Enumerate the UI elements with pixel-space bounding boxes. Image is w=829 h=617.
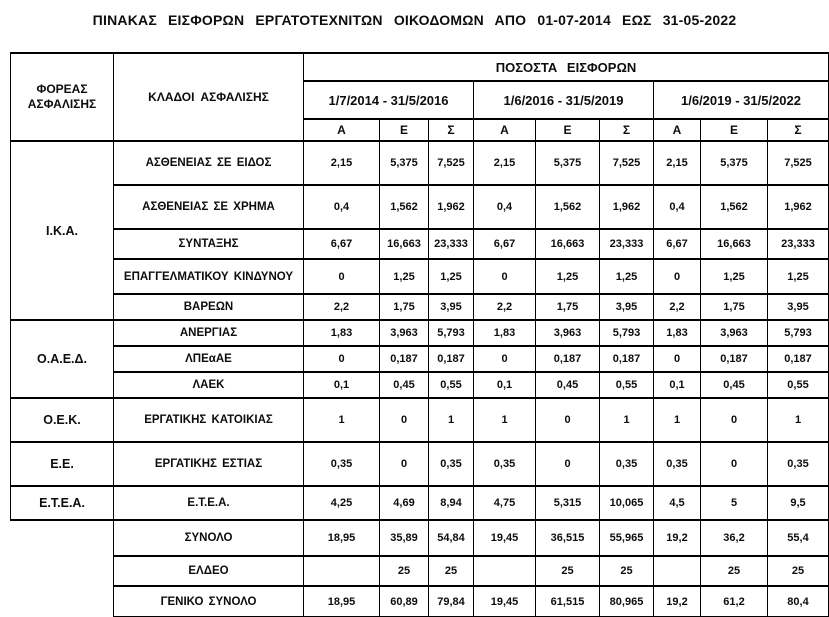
header-cell-subcol-e: Ε [536, 119, 600, 141]
branch-label-cell: ΣΥΝΤΑΞΗΣ [114, 229, 304, 259]
value-cell: 5,793 [429, 320, 474, 346]
value-cell: 1 [304, 398, 380, 442]
value-cell: 2,15 [474, 141, 536, 185]
value-cell: 0,35 [429, 442, 474, 486]
table-row [11, 294, 829, 320]
header-cell-period-2: 1/6/2016 - 31/5/2019 [474, 81, 654, 119]
value-cell: 2,2 [474, 294, 536, 320]
value-cell: 3,963 [536, 320, 600, 346]
table-row [11, 259, 829, 294]
header-cell-subcol-s: Σ [429, 119, 474, 141]
value-cell: 1,25 [600, 259, 654, 294]
table-row [11, 346, 829, 372]
value-cell: 0,1 [654, 372, 701, 398]
value-cell: 55,965 [600, 520, 654, 556]
value-cell: 0,55 [429, 372, 474, 398]
header-cell-foreas: ΦΟΡΕΑΣ ΑΣΦΑΛΙΣΗΣ [11, 53, 114, 141]
value-cell: 8,94 [429, 486, 474, 520]
value-cell: 1 [429, 398, 474, 442]
value-cell: 0 [474, 259, 536, 294]
agency-cell: Ι.Κ.Α. [11, 141, 114, 320]
table-row [11, 398, 829, 442]
value-cell: 25 [701, 556, 768, 586]
value-cell: 5,793 [600, 320, 654, 346]
value-cell: 0,55 [768, 372, 829, 398]
value-cell: 1,25 [768, 259, 829, 294]
agency-cell: Ο.Ε.Κ. [11, 398, 114, 442]
table-row [11, 372, 829, 398]
value-cell: 0 [701, 442, 768, 486]
value-cell: 0,187 [429, 346, 474, 372]
agency-cell: Ο.Α.Ε.Δ. [11, 320, 114, 398]
value-cell: 2,2 [304, 294, 380, 320]
value-cell: 0 [654, 259, 701, 294]
value-cell: 7,525 [600, 141, 654, 185]
value-cell: 0,187 [600, 346, 654, 372]
value-cell: 23,333 [768, 229, 829, 259]
value-cell: 1,83 [654, 320, 701, 346]
value-cell: 3,95 [768, 294, 829, 320]
value-cell: 1,25 [701, 259, 768, 294]
value-cell: 25 [536, 556, 600, 586]
header-row-group [11, 53, 829, 81]
value-cell: 1,83 [474, 320, 536, 346]
value-cell: 4,69 [380, 486, 429, 520]
table-row [11, 185, 829, 229]
value-cell: 1,75 [536, 294, 600, 320]
branch-label-cell: ΑΝΕΡΓΙΑΣ [114, 320, 304, 346]
value-cell: 0,187 [380, 346, 429, 372]
value-cell: 0,55 [600, 372, 654, 398]
table-row [11, 586, 829, 617]
value-cell: 0 [536, 442, 600, 486]
value-cell: 25 [429, 556, 474, 586]
value-cell: 0,35 [654, 442, 701, 486]
value-cell: 1,562 [536, 185, 600, 229]
table-header [11, 53, 829, 141]
value-cell: 80,965 [600, 586, 654, 617]
value-cell: 10,065 [600, 486, 654, 520]
table-row [11, 141, 829, 185]
value-cell: 0,187 [768, 346, 829, 372]
value-cell: 5,793 [768, 320, 829, 346]
value-cell: 79,84 [429, 586, 474, 617]
value-cell: 3,963 [380, 320, 429, 346]
value-cell: 0,45 [536, 372, 600, 398]
value-cell: 3,963 [701, 320, 768, 346]
value-cell: 0 [474, 346, 536, 372]
value-cell: 0 [380, 442, 429, 486]
value-cell: 0,45 [380, 372, 429, 398]
value-cell: 0,187 [536, 346, 600, 372]
value-cell: 19,2 [654, 586, 701, 617]
value-cell: 19,45 [474, 520, 536, 556]
value-cell: 9,5 [768, 486, 829, 520]
value-cell: 4,75 [474, 486, 536, 520]
header-cell-subcol-s: Σ [600, 119, 654, 141]
value-cell: 5,375 [536, 141, 600, 185]
value-cell: 2,15 [304, 141, 380, 185]
value-cell: 1,962 [600, 185, 654, 229]
value-cell: 0 [380, 398, 429, 442]
value-cell: 18,95 [304, 586, 380, 617]
value-cell: 4,25 [304, 486, 380, 520]
value-cell: 1 [474, 398, 536, 442]
value-cell [474, 556, 536, 586]
value-cell: 1,25 [380, 259, 429, 294]
table-row [11, 556, 829, 586]
agency-cell: Ε.Τ.Ε.Α. [11, 486, 114, 520]
table-body [11, 141, 829, 617]
value-cell: 25 [600, 556, 654, 586]
branch-label-cell: ΕΛΔΕΟ [114, 556, 304, 586]
value-cell: 0,4 [474, 185, 536, 229]
value-cell: 0,35 [768, 442, 829, 486]
value-cell: 2,15 [654, 141, 701, 185]
table-row [11, 229, 829, 259]
value-cell: 1,562 [701, 185, 768, 229]
header-cell-period-3: 1/6/2019 - 31/5/2022 [654, 81, 829, 119]
table-row [11, 520, 829, 556]
page-title: ΠΙΝΑΚΑΣ ΕΙΣΦΟΡΩΝ ΕΡΓΑΤΟΤΕΧΝΙΤΩΝ ΟΙΚΟΔΟΜΩΝ ΑΠΟ 01-07-2014 ΕΩΣ 31-05-2022 [92, 12, 737, 28]
value-cell: 1,562 [380, 185, 429, 229]
table-row [11, 486, 829, 520]
value-cell: 1,75 [701, 294, 768, 320]
header-cell-period-1: 1/7/2014 - 31/5/2016 [304, 81, 474, 119]
value-cell: 0,4 [304, 185, 380, 229]
value-cell: 3,95 [429, 294, 474, 320]
header-cell-subcol-s: Σ [768, 119, 829, 141]
value-cell: 1,75 [380, 294, 429, 320]
value-cell: 19,2 [654, 520, 701, 556]
value-cell: 61,2 [701, 586, 768, 617]
table-row [11, 320, 829, 346]
value-cell: 3,95 [600, 294, 654, 320]
value-cell: 0,4 [654, 185, 701, 229]
header-cell-kladoi: ΚΛΑΔΟΙ ΑΣΦΑΛΙΣΗΣ [114, 53, 304, 141]
value-cell: 1,25 [536, 259, 600, 294]
value-cell: 1 [768, 398, 829, 442]
header-cell-subcol-e: Ε [380, 119, 429, 141]
header-cell-subcol-e: Ε [701, 119, 768, 141]
branch-label-cell: ΕΠΑΓΓΕΛΜΑΤΙΚΟΥ ΚΙΝΔΥΝΟΥ [114, 259, 304, 294]
value-cell: 55,4 [768, 520, 829, 556]
value-cell: 6,67 [654, 229, 701, 259]
value-cell: 6,67 [474, 229, 536, 259]
branch-label-cell: ΕΡΓΑΤΙΚΗΣ ΕΣΤΙΑΣ [114, 442, 304, 486]
value-cell: 0,187 [701, 346, 768, 372]
value-cell: 0,35 [474, 442, 536, 486]
value-cell: 5,375 [701, 141, 768, 185]
value-cell: 0,1 [474, 372, 536, 398]
value-cell: 2,2 [654, 294, 701, 320]
branch-label-cell: ΛΠΕαΑΕ [114, 346, 304, 372]
value-cell: 25 [768, 556, 829, 586]
contributions-table [10, 52, 829, 617]
value-cell: 36,2 [701, 520, 768, 556]
branch-label-cell: ΑΣΘΕΝΕΙΑΣ ΣΕ ΕΙΔΟΣ [114, 141, 304, 185]
value-cell [654, 556, 701, 586]
branch-label-cell: ΕΡΓΑΤΙΚΗΣ ΚΑΤΟΙΚΙΑΣ [114, 398, 304, 442]
value-cell: 1,25 [429, 259, 474, 294]
value-cell: 0 [304, 346, 380, 372]
header-cell-pososta: ΠΟΣΟΣΤΑ ΕΙΣΦΟΡΩΝ [304, 53, 829, 81]
value-cell: 1,962 [429, 185, 474, 229]
value-cell: 1 [600, 398, 654, 442]
value-cell: 16,663 [701, 229, 768, 259]
value-cell: 61,515 [536, 586, 600, 617]
table-row [11, 442, 829, 486]
branch-label-cell: Ε.Τ.Ε.Α. [114, 486, 304, 520]
header-cell-subcol-a: Α [474, 119, 536, 141]
value-cell: 7,525 [429, 141, 474, 185]
value-cell: 36,515 [536, 520, 600, 556]
branch-label-cell: ΛΑΕΚ [114, 372, 304, 398]
value-cell: 54,84 [429, 520, 474, 556]
value-cell: 5 [701, 486, 768, 520]
value-cell: 0,35 [600, 442, 654, 486]
value-cell: 23,333 [600, 229, 654, 259]
value-cell: 18,95 [304, 520, 380, 556]
header-cell-subcol-a: Α [304, 119, 380, 141]
agency-cell: Ε.Ε. [11, 442, 114, 486]
value-cell: 0,35 [304, 442, 380, 486]
value-cell: 23,333 [429, 229, 474, 259]
value-cell: 0 [701, 398, 768, 442]
value-cell: 19,45 [474, 586, 536, 617]
value-cell: 16,663 [380, 229, 429, 259]
value-cell: 4,5 [654, 486, 701, 520]
value-cell: 0,1 [304, 372, 380, 398]
value-cell: 35,89 [380, 520, 429, 556]
value-cell: 5,375 [380, 141, 429, 185]
value-cell: 1 [654, 398, 701, 442]
value-cell: 0 [304, 259, 380, 294]
value-cell [304, 556, 380, 586]
value-cell: 0 [536, 398, 600, 442]
value-cell: 60,89 [380, 586, 429, 617]
branch-label-cell: ΑΣΘΕΝΕΙΑΣ ΣΕ ΧΡΗΜΑ [114, 185, 304, 229]
branch-label-cell: ΣΥΝΟΛΟ [114, 520, 304, 556]
value-cell: 16,663 [536, 229, 600, 259]
value-cell: 80,4 [768, 586, 829, 617]
value-cell: 0 [654, 346, 701, 372]
branch-label-cell: ΓΕΝΙΚΟ ΣΥΝΟΛΟ [114, 586, 304, 617]
branch-label-cell: ΒΑΡΕΩΝ [114, 294, 304, 320]
value-cell: 1,962 [768, 185, 829, 229]
value-cell: 5,315 [536, 486, 600, 520]
header-cell-subcol-a: Α [654, 119, 701, 141]
value-cell: 25 [380, 556, 429, 586]
value-cell: 7,525 [768, 141, 829, 185]
value-cell: 6,67 [304, 229, 380, 259]
value-cell: 0,45 [701, 372, 768, 398]
agency-cell-empty [11, 520, 114, 617]
value-cell: 1,83 [304, 320, 380, 346]
